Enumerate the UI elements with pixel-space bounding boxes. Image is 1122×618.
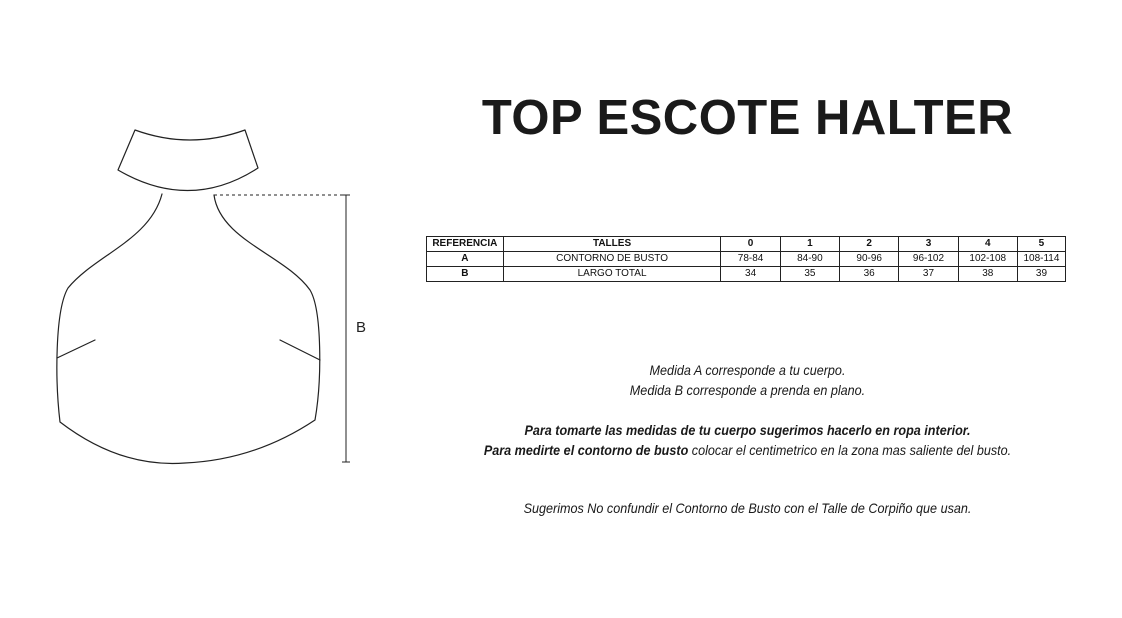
page-title: TOP ESCOTE HALTER — [481, 91, 1014, 145]
note-underwear-text: Para tomarte las medidas de tu cuerpo sugerimos hacerlo en ropa interior. — [524, 422, 971, 438]
row-value: 37 — [899, 267, 958, 282]
header-size-5: 5 — [1017, 237, 1065, 252]
right-dart — [280, 340, 320, 360]
note-bust-bold: Para medirte el contorno de busto — [483, 442, 689, 458]
halter-top-diagram — [0, 0, 400, 500]
row-value: 96-102 — [899, 252, 958, 267]
note-bust-contour — [417, 440, 1079, 460]
header-size-4: 4 — [958, 237, 1017, 252]
row-value: 35 — [780, 267, 839, 282]
row-value: 90-96 — [840, 252, 899, 267]
row-value: 78-84 — [721, 252, 780, 267]
row-value: 34 — [721, 267, 780, 282]
row-ref: B — [427, 267, 504, 282]
note-suggestion: Sugerimos No confundir el Contorno de Busto con el Talle de Corpiño que usan. — [523, 500, 972, 516]
row-value: 38 — [958, 267, 1017, 282]
table-row — [427, 267, 1066, 282]
row-label: LARGO TOTAL — [503, 267, 721, 282]
header-size-2: 2 — [840, 237, 899, 252]
collar-outline — [118, 130, 258, 191]
row-value: 102-108 — [958, 252, 1017, 267]
note-measure-a: Medida A corresponde a tu cuerpo. — [649, 362, 846, 378]
row-ref: A — [427, 252, 504, 267]
header-size-1: 1 — [780, 237, 839, 252]
table-header-row — [427, 237, 1066, 252]
note-measure-b: Medida B corresponde a prenda en plano. — [629, 382, 866, 398]
measurement-notes — [417, 360, 1079, 518]
row-value: 36 — [840, 267, 899, 282]
table-row — [427, 252, 1066, 267]
body-outline — [57, 194, 320, 463]
note-bust-rest: colocar el centimetrico en la zona mas saliente del busto. — [688, 442, 1012, 458]
header-referencia: REFERENCIA — [427, 237, 504, 252]
row-value: 84-90 — [780, 252, 839, 267]
measure-label-b: B — [356, 319, 367, 336]
header-size-0: 0 — [721, 237, 780, 252]
row-label: CONTORNO DE BUSTO — [503, 252, 721, 267]
header-size-3: 3 — [899, 237, 958, 252]
row-value: 108-114 — [1017, 252, 1065, 267]
left-dart — [57, 340, 95, 358]
size-table — [426, 236, 1066, 282]
header-talles: TALLES — [503, 237, 721, 252]
note-underwear — [417, 420, 1079, 440]
row-value: 39 — [1017, 267, 1065, 282]
